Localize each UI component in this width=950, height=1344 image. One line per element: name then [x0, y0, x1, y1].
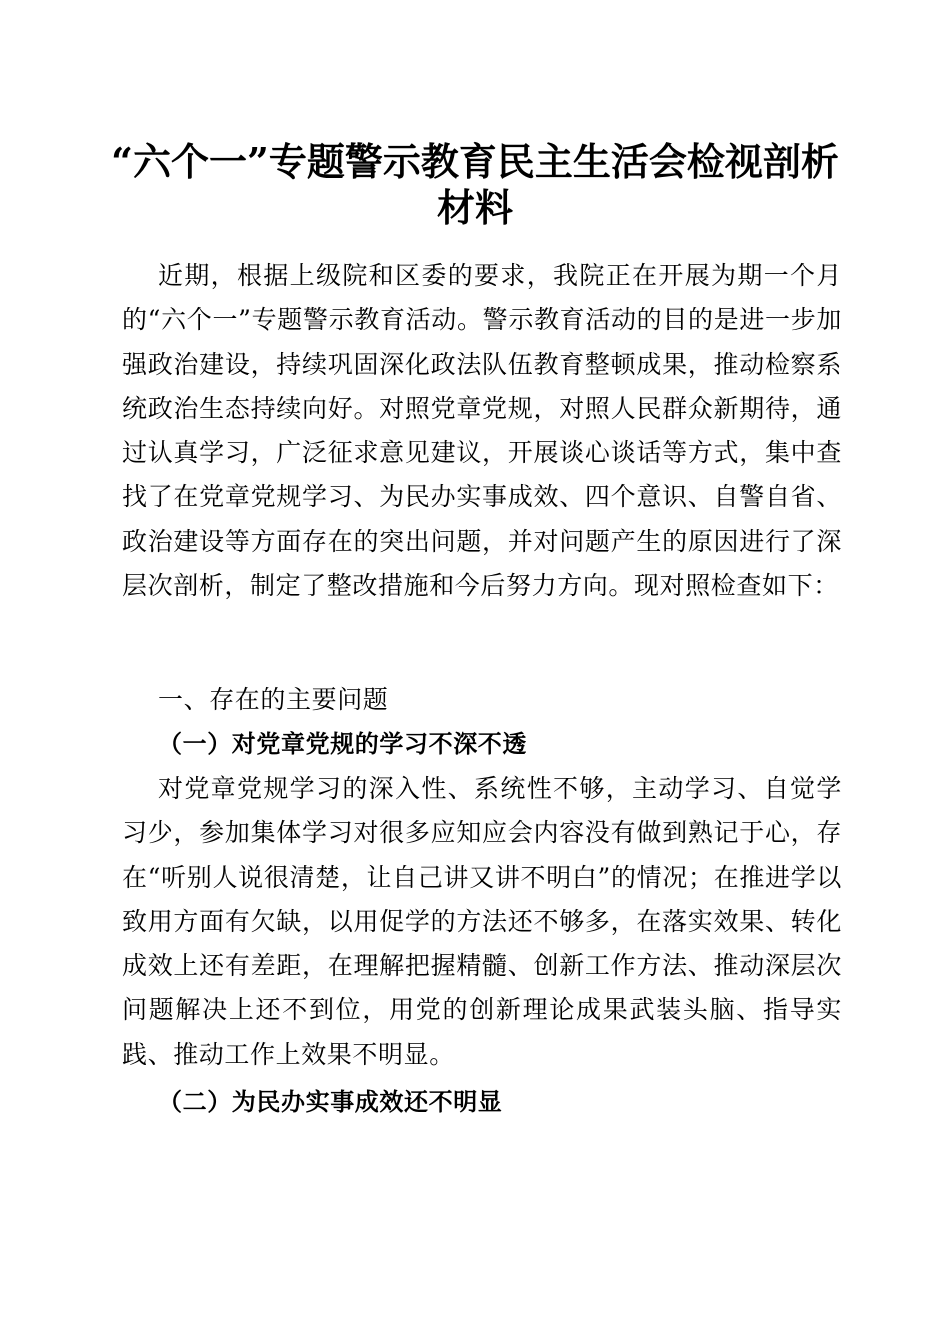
intro-paragraph: 近期，根据上级院和区委的要求，我院正在开展为期一个月的“六个一”专题警示教育活动。警示教育活动的目的是进一步加强政治建设，持续巩固深化政法队伍教育整顿成果，推动检察系统政治生态持续向好。对照党章党规，对照人民群众新期待，通过认真学习，广泛征求意见建议，开展谈心谈话等方式，集中查找了在党章党规学习、为民办实事成效、四个意识、自警自省、政治建设等方面存在的突出问题，并对问题产生的原因进行了深层次剖析，制定了整改措施和今后努力方向。现对照检查如下： [122, 261, 842, 601]
document-title-line-1: “六个一”专题警示教育民主生活会检视剖析 [111, 139, 839, 184]
section-heading-main-problems: 一、存在的主要问题 [158, 685, 389, 714]
document-title-line-2: 材料 [436, 185, 513, 230]
subsection-heading-2: （二）为民办实事成效还不明显 [158, 1087, 503, 1116]
subsection-heading-1: （一）对党章党规的学习不深不透 [158, 729, 527, 758]
subsection-1-paragraph: 对党章党规学习的深入性、系统性不够，主动学习、自觉学习少，参加集体学习对很多应知应会内容没有做到熟记于心，存在“听别人说很清楚，让自己讲又讲不明白”的情况；在推进学以致用方面有欠缺，以用促学的方法还不够多，在落实效果、转化成效上还有差距，在理解把握精髓、创新工作方法、推动深层次问题解决上还不到位，用党的创新理论成果武装头脑、指导实践、推动工作上效果不明显。 [122, 774, 842, 1069]
